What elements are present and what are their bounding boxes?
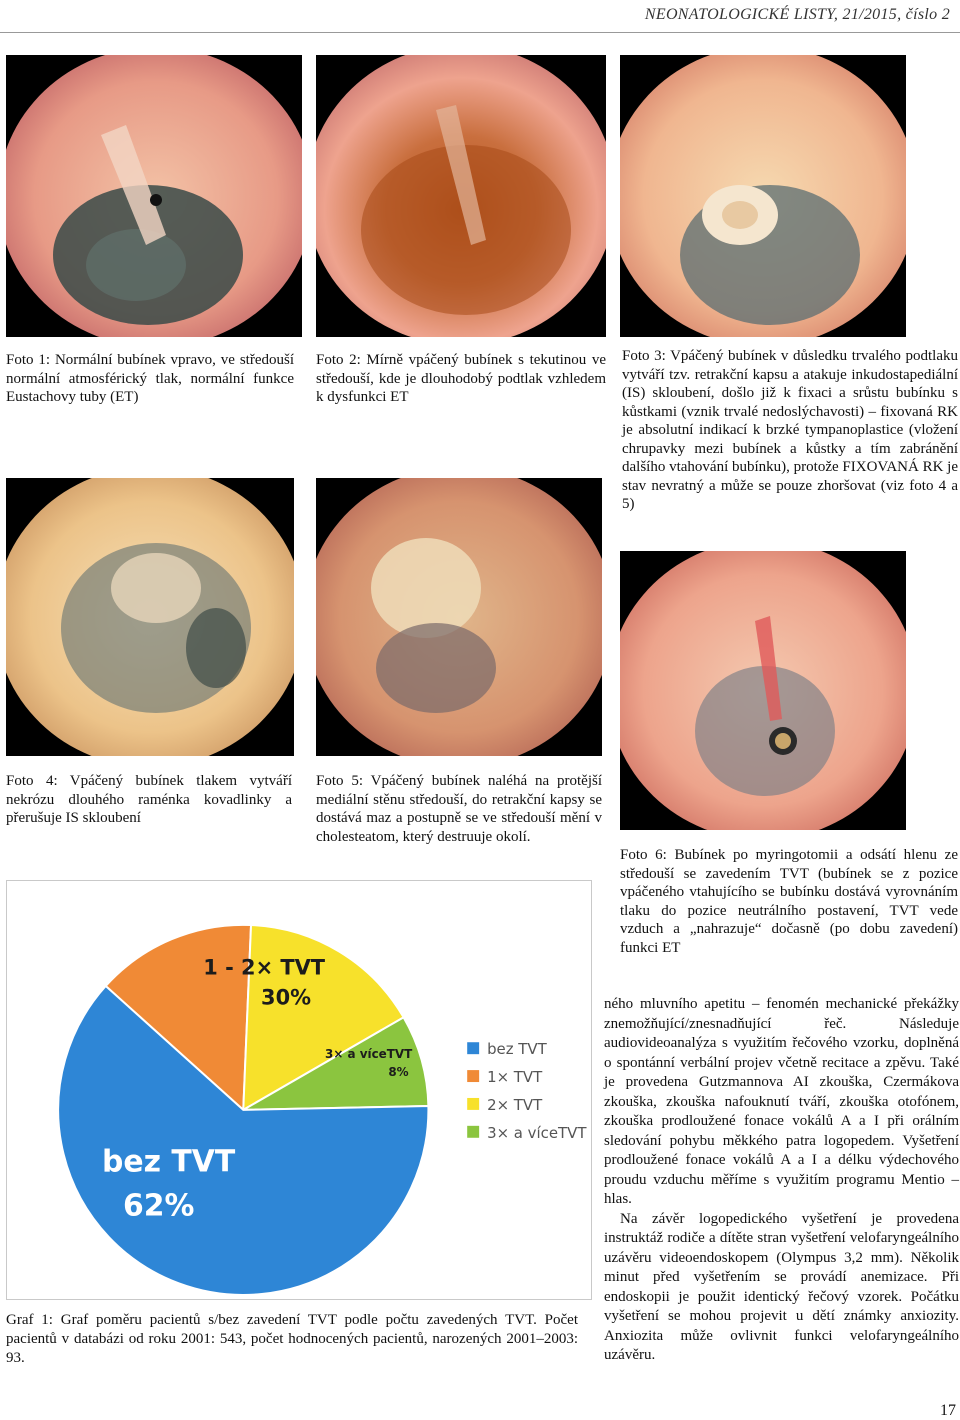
photo-3 — [620, 55, 906, 337]
slice-label-bez-pct: 62% — [122, 1188, 195, 1224]
running-head: NEONATOLOGICKÉ LISTY, 21/2015, číslo 2 — [644, 6, 950, 23]
body-text — [604, 995, 959, 1366]
legend-label: 3× a víceTVT — [487, 1123, 587, 1142]
body-paragraph-2: Na závěr logopedického vyšetření je provedena instruktáž rodiče a dítěte stran vyšetření velofaryngeálního uzávěru videoendoskopem (Olympus 3,2 mm). Několik minut před vyšetřením se provádí anemizace. Při endoskopii je použit identický řečový vzorek. Počátku vyšetření se mohou projevit u dětí známky anxiozity. Anxiozita může ovlivnit funkci velofaryngeálního uzávěru. — [604, 1210, 959, 1363]
slice-label-1-2x: 1 - 2× TVT — [203, 955, 326, 980]
header-rule — [0, 32, 960, 33]
photo-5 — [316, 478, 602, 756]
foto3-caption: Foto 3: Vpáčený bubínek v důsledku trvalého podtlaku vytváří tzv. retrakční kapsu a atakuje inkudostapediální (IS) skloubení, došlo již k fixaci a srůstu bubínku s kůstkami (vznik trvalé nedoslýchavosti) – fixovaná RK je absolutní indikací k brzké tympanoplastice (vložení chrupavky mezi bubínek a kůstky a tím zabránění dalšího vtahování bubínku), protože FIXOVANÁ RK je stav nevratný a může se pouze zhoršovat (viz foto 4 a 5) — [622, 348, 958, 512]
foto5-caption: Foto 5: Vpáčený bubínek naléhá na protější mediální stěnu středouší, do retrakční kapsy se dostává maz a postupně se ve středouší mění v cholesteatom, který destruuje okolí. — [316, 773, 602, 845]
legend-swatch — [467, 1126, 479, 1138]
foto2-caption: Foto 2: Mírně vpáčený bubínek s tekutinou ve středouší, kde je dlouhodobý podtlak vzhledem k dysfunkci ET — [316, 352, 606, 405]
slice-label-3x-pct: 8% — [388, 1065, 409, 1080]
body-paragraph-1: ného mluvního apetitu – fenomén mechanické překážky znemožňující/znesnadňující řeč. Následuje audiovideoanalýza s využitím řečového vzorku, doplněná o spontánní verbální projev včetně recitace a zpěvu. Také je provedena Gutzmannova AI zkouška, Czermákova zkouška, zkouška nafouknutí tváří, zkouška otofónem, zkouška prodloužené fonace vokálů A a I při orálním sledování pohybu měkkého patra logopedem. Vyšetření prodloužené fonace vokálů A a I a délku výdechového proudu vzduchu měříme s využitím programu Mentio – hlas. — [604, 996, 959, 1207]
graf-caption: Graf 1: Graf poměru pacientů s/bez zavedení TVT podle počtu zavedených TVT. Počet pacientů v databázi od roku 2001: 543, počet hodnocených pacientů, narozených 2001–2003: 93. — [6, 1312, 578, 1366]
slice-label-3x: 3× a víceTVT — [325, 1047, 413, 1062]
slice-label-bez: bez TVT — [102, 1144, 236, 1180]
legend-label: 1× TVT — [487, 1068, 543, 1087]
legend-label: 2× TVT — [487, 1095, 543, 1114]
photo-2 — [316, 55, 606, 337]
legend-swatch — [467, 1070, 479, 1082]
foto6-caption: Foto 6: Bubínek po myringotomii a odsátí hlenu ze středouší se zavedením TVT (bubínek se z pozice vpáčeného vtahujícího se bubínku dostává vyrovnáním tlaku do pozice neutrálního postavení, TVT vede vzduch a „nahrazuje“ dočasně (po dobu zavedení) funkci ET — [620, 847, 958, 956]
legend-swatch — [467, 1042, 479, 1054]
photo-4 — [6, 478, 294, 756]
photo-1 — [6, 55, 302, 337]
legend-label: bez TVT — [487, 1040, 547, 1059]
page-number: 17 — [940, 1402, 956, 1419]
foto1-caption: Foto 1: Normální bubínek vpravo, ve středouší normální atmosférický tlak, normální funkce Eustachovy tuby (ET) — [6, 352, 294, 405]
pie-chart — [6, 880, 592, 1300]
photo-6 — [620, 551, 906, 830]
foto4-caption: Foto 4: Vpáčený bubínek tlakem vytváří nekrózu dlouhého raménka kovadlinky a přerušuje IS skloubení — [6, 773, 292, 826]
legend-swatch — [467, 1098, 479, 1110]
slice-label-1-2x-pct: 30% — [261, 985, 312, 1010]
